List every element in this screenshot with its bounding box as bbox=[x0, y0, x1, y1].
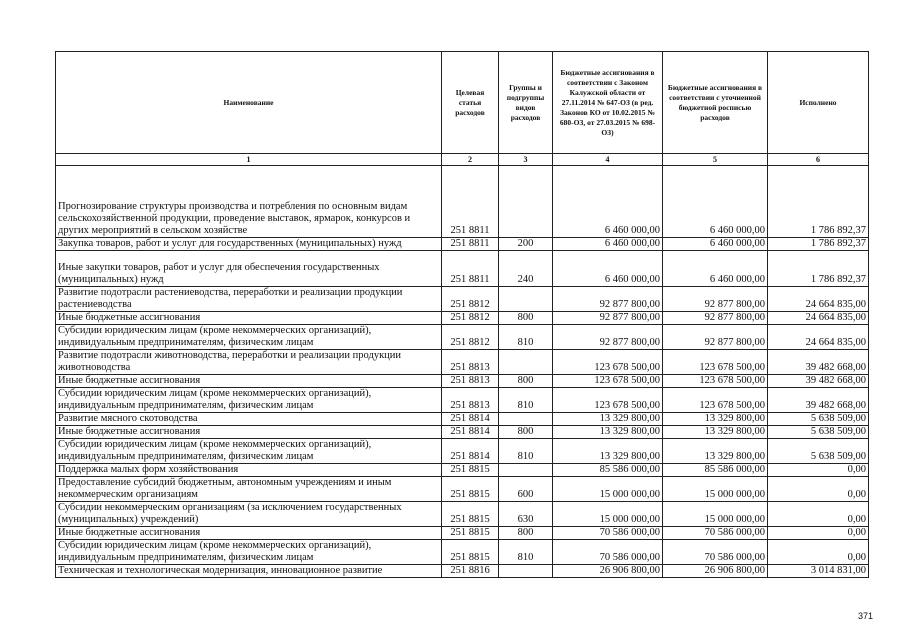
column-number: 3 bbox=[499, 154, 553, 166]
row-executed: 24 664 835,00 bbox=[768, 312, 869, 325]
row-executed: 0,00 bbox=[768, 527, 869, 540]
row-assign-refined: 15 000 000,00 bbox=[663, 477, 768, 502]
row-assign-refined: 15 000 000,00 bbox=[663, 502, 768, 527]
row-assign-refined: 85 586 000,00 bbox=[663, 464, 768, 477]
row-assign-law: 92 877 800,00 bbox=[553, 287, 663, 312]
row-group-code: 810 bbox=[499, 325, 553, 350]
row-target-code: 251 8812 bbox=[442, 312, 499, 325]
row-executed: 1 786 892,37 bbox=[768, 166, 869, 238]
row-name: Закупка товаров, работ и услуг для государственных (муниципальных) нужд bbox=[56, 238, 442, 251]
row-executed: 39 482 668,00 bbox=[768, 375, 869, 388]
row-target-code: 251 8814 bbox=[442, 439, 499, 464]
row-assign-refined: 13 329 800,00 bbox=[663, 439, 768, 464]
col-header-assign-refined: Бюджетные ассигнования в соответствии с уточненной бюджетной росписью расходов bbox=[663, 52, 768, 154]
row-target-code: 251 8813 bbox=[442, 350, 499, 375]
row-name: Развитие подотрасли животноводства, переработки и реализации продукции животноводства bbox=[56, 350, 442, 375]
row-group-code: 800 bbox=[499, 375, 553, 388]
row-assign-law: 70 586 000,00 bbox=[553, 540, 663, 565]
row-name: Иные закупки товаров, работ и услуг для обеспечения государственных (муниципальных) нужд bbox=[56, 251, 442, 287]
row-name: Субсидии юридическим лицам (кроме некоммерческих организаций), индивидуальным предпринимателям, физическим лицам bbox=[56, 325, 442, 350]
table-row bbox=[56, 325, 869, 350]
row-executed: 0,00 bbox=[768, 477, 869, 502]
row-group-code: 800 bbox=[499, 426, 553, 439]
row-group-code bbox=[499, 413, 553, 426]
row-assign-law: 70 586 000,00 bbox=[553, 527, 663, 540]
row-assign-law: 123 678 500,00 bbox=[553, 350, 663, 375]
table-row bbox=[56, 388, 869, 413]
row-group-code bbox=[499, 565, 553, 578]
row-executed: 3 014 831,00 bbox=[768, 565, 869, 578]
row-group-code: 810 bbox=[499, 388, 553, 413]
table-row bbox=[56, 540, 869, 565]
row-executed: 1 786 892,37 bbox=[768, 238, 869, 251]
row-group-code bbox=[499, 166, 553, 238]
row-executed: 0,00 bbox=[768, 540, 869, 565]
row-executed: 0,00 bbox=[768, 502, 869, 527]
row-assign-law: 13 329 800,00 bbox=[553, 413, 663, 426]
table-row bbox=[56, 238, 869, 251]
row-executed: 24 664 835,00 bbox=[768, 325, 869, 350]
row-name: Предоставление субсидий бюджетным, автономным учреждениям и иным некоммерческим организациям bbox=[56, 477, 442, 502]
col-header-target: Целевая статья расходов bbox=[442, 52, 499, 154]
row-executed: 5 638 509,00 bbox=[768, 426, 869, 439]
table-header-row bbox=[56, 52, 869, 154]
row-group-code: 200 bbox=[499, 238, 553, 251]
row-name: Поддержка малых форм хозяйствования bbox=[56, 464, 442, 477]
row-assign-law: 123 678 500,00 bbox=[553, 388, 663, 413]
col-header-name: Наименование bbox=[56, 52, 442, 154]
table-row bbox=[56, 565, 869, 578]
row-assign-refined: 13 329 800,00 bbox=[663, 426, 768, 439]
row-executed: 39 482 668,00 bbox=[768, 350, 869, 375]
row-target-code: 251 8815 bbox=[442, 540, 499, 565]
row-assign-law: 123 678 500,00 bbox=[553, 375, 663, 388]
row-name: Субсидии юридическим лицам (кроме некоммерческих организаций), индивидуальным предпринимателям, физическим лицам bbox=[56, 540, 442, 565]
row-assign-law: 13 329 800,00 bbox=[553, 439, 663, 464]
row-assign-law: 6 460 000,00 bbox=[553, 251, 663, 287]
row-assign-refined: 123 678 500,00 bbox=[663, 375, 768, 388]
row-executed: 39 482 668,00 bbox=[768, 388, 869, 413]
row-assign-refined: 123 678 500,00 bbox=[663, 388, 768, 413]
table-row bbox=[56, 426, 869, 439]
row-group-code bbox=[499, 287, 553, 312]
table-row bbox=[56, 166, 869, 238]
row-name: Субсидии некоммерческим организациям (за исключением государственных (муниципальных) учреждений) bbox=[56, 502, 442, 527]
row-target-code: 251 8811 bbox=[442, 238, 499, 251]
column-number: 5 bbox=[663, 154, 768, 166]
row-name: Иные бюджетные ассигнования bbox=[56, 426, 442, 439]
row-target-code: 251 8815 bbox=[442, 464, 499, 477]
row-group-code: 630 bbox=[499, 502, 553, 527]
row-assign-law: 26 906 800,00 bbox=[553, 565, 663, 578]
row-executed: 1 786 892,37 bbox=[768, 251, 869, 287]
row-name: Иные бюджетные ассигнования bbox=[56, 312, 442, 325]
row-group-code: 800 bbox=[499, 312, 553, 325]
table-row bbox=[56, 413, 869, 426]
table-row bbox=[56, 287, 869, 312]
column-number: 6 bbox=[768, 154, 869, 166]
row-name: Субсидии юридическим лицам (кроме некоммерческих организаций), индивидуальным предпринимателям, физическим лицам bbox=[56, 439, 442, 464]
row-assign-refined: 6 460 000,00 bbox=[663, 251, 768, 287]
table-row bbox=[56, 527, 869, 540]
row-target-code: 251 8812 bbox=[442, 287, 499, 312]
row-group-code bbox=[499, 464, 553, 477]
row-executed: 5 638 509,00 bbox=[768, 413, 869, 426]
row-assign-refined: 26 906 800,00 bbox=[663, 565, 768, 578]
table-row bbox=[56, 502, 869, 527]
row-assign-refined: 70 586 000,00 bbox=[663, 540, 768, 565]
row-name: Развитие подотрасли растениеводства, переработки и реализации продукции растениеводства bbox=[56, 287, 442, 312]
row-name: Иные бюджетные ассигнования bbox=[56, 527, 442, 540]
row-assign-law: 13 329 800,00 bbox=[553, 426, 663, 439]
row-assign-refined: 6 460 000,00 bbox=[663, 166, 768, 238]
column-number: 1 bbox=[56, 154, 442, 166]
row-assign-law: 92 877 800,00 bbox=[553, 325, 663, 350]
col-header-groups: Группы и подгруппы видов расходов bbox=[499, 52, 553, 154]
row-assign-refined: 92 877 800,00 bbox=[663, 325, 768, 350]
row-target-code: 251 8815 bbox=[442, 477, 499, 502]
row-assign-refined: 70 586 000,00 bbox=[663, 527, 768, 540]
row-target-code: 251 8815 bbox=[442, 527, 499, 540]
row-group-code: 800 bbox=[499, 527, 553, 540]
col-header-assign-law: Бюджетные ассигнования в соответствии с Законом Калужской области от 27.11.2014 № 647-ОЗ (в ред. Законов КО от 10.02.2015 № 680-ОЗ, от 27.03.2015 № 698-ОЗ) bbox=[553, 52, 663, 154]
row-name: Техническая и технологическая модернизация, инновационное развитие bbox=[56, 565, 442, 578]
row-group-code: 600 bbox=[499, 477, 553, 502]
table-row bbox=[56, 312, 869, 325]
row-target-code: 251 8813 bbox=[442, 375, 499, 388]
row-assign-law: 92 877 800,00 bbox=[553, 312, 663, 325]
row-target-code: 251 8814 bbox=[442, 426, 499, 439]
row-target-code: 251 8811 bbox=[442, 251, 499, 287]
row-target-code: 251 8814 bbox=[442, 413, 499, 426]
table-body bbox=[56, 166, 869, 578]
page-number: 371 bbox=[857, 611, 873, 621]
row-group-code: 810 bbox=[499, 540, 553, 565]
row-target-code: 251 8815 bbox=[442, 502, 499, 527]
table-row bbox=[56, 251, 869, 287]
row-assign-refined: 13 329 800,00 bbox=[663, 413, 768, 426]
row-name: Субсидии юридическим лицам (кроме некоммерческих организаций), индивидуальным предпринимателям, физическим лицам bbox=[56, 388, 442, 413]
row-target-code: 251 8816 bbox=[442, 565, 499, 578]
row-executed: 0,00 bbox=[768, 464, 869, 477]
row-assign-law: 85 586 000,00 bbox=[553, 464, 663, 477]
row-assign-law: 15 000 000,00 bbox=[553, 502, 663, 527]
table-row bbox=[56, 375, 869, 388]
row-target-code: 251 8813 bbox=[442, 388, 499, 413]
row-assign-refined: 123 678 500,00 bbox=[663, 350, 768, 375]
col-header-executed: Исполнено bbox=[768, 52, 869, 154]
row-name: Иные бюджетные ассигнования bbox=[56, 375, 442, 388]
table-row bbox=[56, 477, 869, 502]
row-assign-refined: 92 877 800,00 bbox=[663, 287, 768, 312]
table-row bbox=[56, 439, 869, 464]
column-number: 2 bbox=[442, 154, 499, 166]
row-target-code: 251 8811 bbox=[442, 166, 499, 238]
row-name: Прогнозирование структуры производства и потребления по основным видам сельскохозяйственной продукции, проведение выставок, ярмарок, конкурсов и других мероприятий в сельском хозяйстве bbox=[56, 166, 442, 238]
row-target-code: 251 8812 bbox=[442, 325, 499, 350]
table-row bbox=[56, 464, 869, 477]
row-executed: 24 664 835,00 bbox=[768, 287, 869, 312]
row-assign-law: 6 460 000,00 bbox=[553, 166, 663, 238]
column-number-row bbox=[56, 154, 869, 166]
table-row bbox=[56, 350, 869, 375]
row-group-code: 810 bbox=[499, 439, 553, 464]
budget-table bbox=[55, 51, 869, 578]
row-executed: 5 638 509,00 bbox=[768, 439, 869, 464]
column-number: 4 bbox=[553, 154, 663, 166]
row-assign-law: 6 460 000,00 bbox=[553, 238, 663, 251]
row-assign-law: 15 000 000,00 bbox=[553, 477, 663, 502]
row-assign-refined: 6 460 000,00 bbox=[663, 238, 768, 251]
row-assign-refined: 92 877 800,00 bbox=[663, 312, 768, 325]
row-name: Развитие мясного скотоводства bbox=[56, 413, 442, 426]
row-group-code bbox=[499, 350, 553, 375]
row-group-code: 240 bbox=[499, 251, 553, 287]
